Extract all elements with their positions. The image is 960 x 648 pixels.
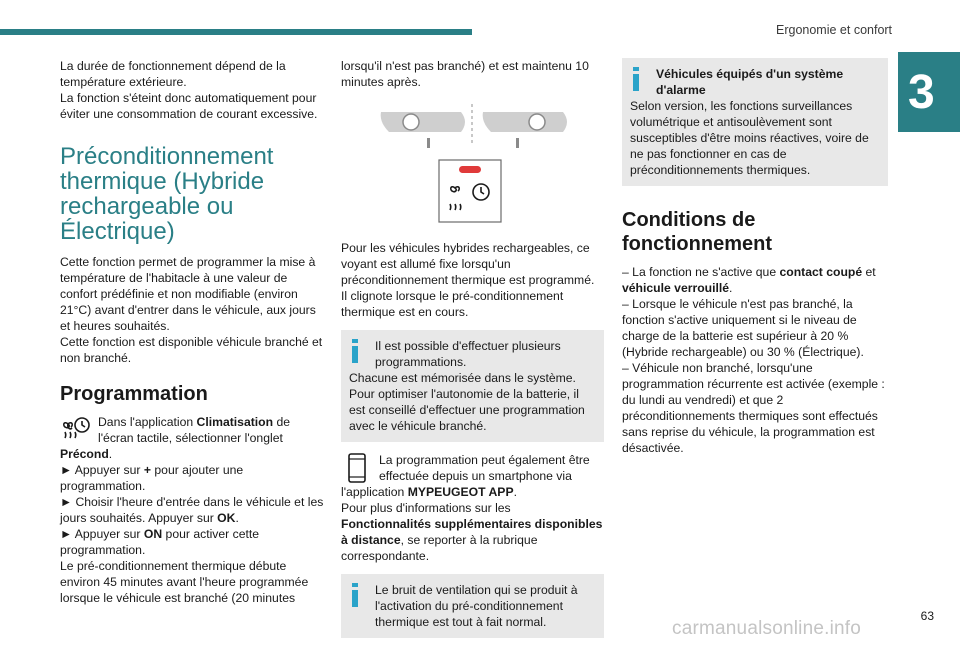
info1-line1: Il est possible d'effectuer plusieurs programmations. bbox=[375, 339, 561, 369]
prog-text-c: de l'écran tactile, sélectionner l'onglet bbox=[98, 415, 291, 445]
info2-text: Le bruit de ventilation qui se produit à l'activation du pré-conditionnement thermique est tout à fait normal. bbox=[375, 583, 578, 629]
right-wheel-icon bbox=[529, 114, 545, 130]
column-3 bbox=[622, 58, 888, 456]
condition-1: – La fonction ne s'active que contact coupé et véhicule verrouillé. bbox=[622, 265, 876, 295]
more-info-paragraph: Pour plus d'informations sur les Fonctionnalités supplémentaires disponibles à distance, se reporter à la rubrique correspondante. bbox=[341, 501, 603, 563]
indicator-figure bbox=[341, 90, 604, 240]
alarm-title: Véhicules équipés d'un système d'alarme bbox=[656, 67, 844, 97]
prog-text-e: . bbox=[108, 447, 113, 461]
info-icon bbox=[351, 339, 359, 363]
heading-conditions: Conditions de fonctionnement bbox=[622, 209, 772, 255]
precond-paragraph-1: Cette fonction permet de programmer la mise à température de l'habitacle à une valeur de confort prédéfinie et non modifiable (environ 21°C) avant d'entrer dans le véhicule, aux jours et heures souhaités. bbox=[60, 255, 316, 333]
info-icon bbox=[632, 67, 640, 91]
intro-paragraph-1: La durée de fonctionnement dépend de la température extérieure. bbox=[60, 59, 286, 89]
indicator-red-light bbox=[459, 166, 481, 173]
info-icon bbox=[351, 583, 359, 607]
fan-clock-icon bbox=[60, 414, 92, 446]
blink-text: Il clignote lorsque le pré-conditionnement thermique est en cours. bbox=[341, 289, 564, 319]
info-box-alarm bbox=[622, 58, 888, 186]
left-cluster-shape bbox=[381, 112, 465, 132]
smartphone-paragraph: La programmation peut également être effectuée depuis un smartphone via l'application MYPEUGEOT APP. bbox=[341, 453, 590, 499]
info1-line3: Pour optimiser l'autonomie de la batterie, il est conseillé d'effectuer une programmation avec le véhicule branché. bbox=[349, 387, 585, 433]
step-2: ► Choisir l'heure d'entrée dans le véhicule et les jours souhaités. Appuyer sur OK. bbox=[60, 495, 324, 525]
heading-preconditioning: Préconditionnement thermique (Hybride rechargeable ou Électrique) bbox=[60, 143, 274, 245]
chapter-tab: 3 bbox=[898, 52, 960, 132]
dashboard-illustration bbox=[341, 100, 604, 230]
programming-intro bbox=[60, 414, 325, 462]
prog-app-name: Climatisation bbox=[196, 415, 274, 429]
smartphone-icon bbox=[341, 452, 373, 484]
condition-3: – Véhicule non branché, lorsqu'une programmation récurrente est activée (exemple : du lundi au vendredi) et que 2 préconditionnements thermiques sont effectués sans reprise du véhicule, la programmation est désactivée. bbox=[622, 361, 885, 455]
info-box-programmations bbox=[341, 330, 604, 442]
header-accent-bar bbox=[0, 29, 472, 35]
section-title: Ergonomie et confort bbox=[776, 23, 893, 37]
prog-text-a: Dans l'application bbox=[98, 415, 197, 429]
page-number: 63 bbox=[920, 609, 934, 623]
continuation-text: lorsqu'il n'est pas branché) et est maintenu 10 minutes après. bbox=[341, 59, 589, 89]
left-wheel-icon bbox=[403, 114, 419, 130]
column-1 bbox=[60, 58, 325, 606]
prog-tab-name: Précond bbox=[60, 447, 109, 461]
info1-line2: Chacune est mémorisée dans le système. bbox=[349, 371, 576, 385]
precond-paragraph-2: Cette fonction est disponible véhicule branché et non branché. bbox=[60, 335, 323, 365]
column-2 bbox=[341, 58, 604, 648]
indicator-text: Pour les véhicules hybrides rechargeables, ce voyant est allumé fixe lorsqu'un préconditionnement thermique est programmé. bbox=[341, 241, 595, 287]
right-stem bbox=[516, 138, 519, 148]
watermark: carmanualsonline.info bbox=[672, 618, 862, 639]
info-box-ventilation bbox=[341, 574, 604, 638]
left-stem bbox=[427, 138, 430, 148]
step-3: ► Appuyer sur ON pour activer cette programmation. bbox=[60, 527, 260, 557]
intro-paragraph-2: La fonction s'éteint donc automatiquement pour éviter une consommation de courant excessive. bbox=[60, 91, 318, 121]
step-1: ► Appuyer sur + pour ajouter une programmation. bbox=[60, 463, 244, 493]
app-name: MYPEUGEOT APP bbox=[407, 485, 514, 499]
alarm-text: Selon version, les fonctions surveillances volumétrique et antisoulèvement sont susceptibles d'être moins réactives, voire de ne pas fonctionner en cas de préconditionnements thermiques. bbox=[630, 99, 869, 177]
right-cluster-shape bbox=[483, 112, 567, 132]
condition-2: – Lorsque le véhicule n'est pas branché, la fonction s'active uniquement si le niveau de charge de la batterie est supérieur à 20 % (Hybride rechargeable) ou 30 % (Électrique). bbox=[622, 297, 864, 359]
start-note: Le pré-conditionnement thermique débute environ 45 minutes avant l'heure programmée lorsque le véhicule est branché (20 minutes bbox=[60, 559, 309, 605]
heading-programming: Programmation bbox=[60, 383, 208, 405]
